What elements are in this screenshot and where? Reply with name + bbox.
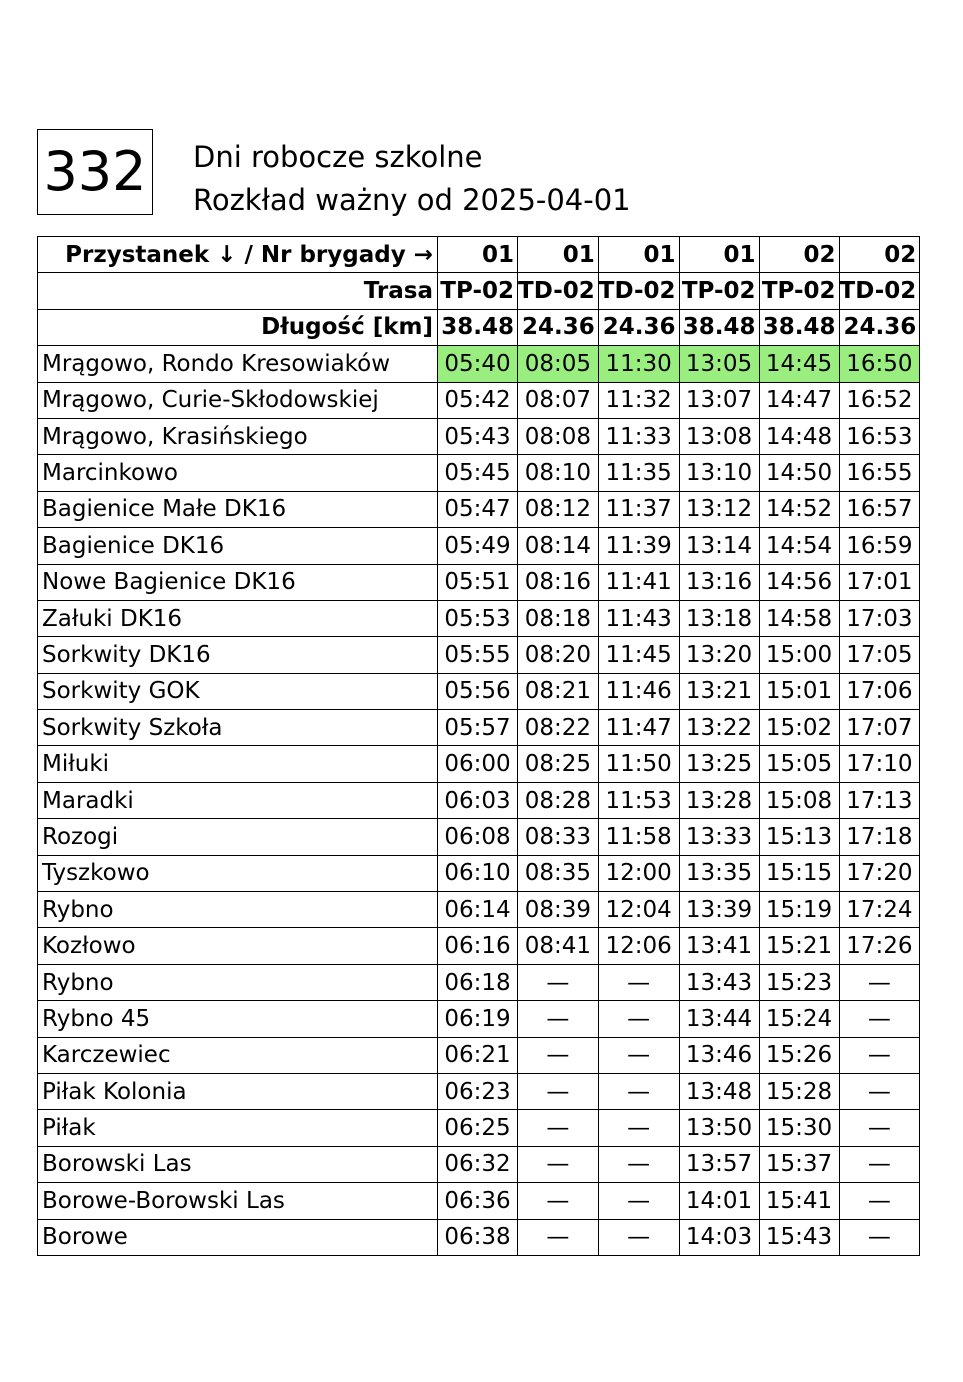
departure-time: 15:19 xyxy=(759,892,839,928)
departure-time: 06:18 xyxy=(438,964,518,1000)
departure-time: — xyxy=(598,1219,679,1255)
departure-time: 08:21 xyxy=(518,673,599,709)
stop-name: Bagienice Małe DK16 xyxy=(38,491,438,527)
departure-time: 11:30 xyxy=(598,346,679,382)
departure-time: 11:35 xyxy=(598,455,679,491)
departure-time: 17:20 xyxy=(839,855,920,891)
departure-time: 14:56 xyxy=(759,564,839,600)
departure-time: 16:57 xyxy=(839,491,920,527)
departure-time: 08:16 xyxy=(518,564,599,600)
departure-time: 13:05 xyxy=(679,346,759,382)
departure-time: 13:33 xyxy=(679,819,759,855)
departure-time: 14:48 xyxy=(759,418,839,454)
departure-time: 05:43 xyxy=(438,418,518,454)
stop-name: Rybno 45 xyxy=(38,1001,438,1037)
departure-time: 11:32 xyxy=(598,382,679,418)
departure-time: 17:06 xyxy=(839,673,920,709)
stop-row xyxy=(38,600,920,636)
departure-time: 05:40 xyxy=(438,346,518,382)
departure-time: 17:10 xyxy=(839,746,920,782)
stop-name: Mrągowo, Rondo Kresowiaków xyxy=(38,346,438,382)
line-number: 332 xyxy=(43,140,147,203)
stop-name: Borowe xyxy=(38,1219,438,1255)
timetable xyxy=(37,236,920,1256)
stop-row xyxy=(38,1001,920,1037)
stop-name: Rozogi xyxy=(38,819,438,855)
departure-time: 06:00 xyxy=(438,746,518,782)
departure-time: 13:28 xyxy=(679,782,759,818)
line-number-box xyxy=(37,129,153,215)
stop-row xyxy=(38,1146,920,1182)
stop-column-header: Przystanek ↓ / Nr brygady → xyxy=(38,237,438,273)
departure-time: 11:47 xyxy=(598,710,679,746)
departure-time: 06:36 xyxy=(438,1183,518,1219)
stop-row xyxy=(38,855,920,891)
departure-time: 13:16 xyxy=(679,564,759,600)
departure-time: 05:45 xyxy=(438,455,518,491)
departure-time: 12:04 xyxy=(598,892,679,928)
departure-time: 17:07 xyxy=(839,710,920,746)
departure-time: — xyxy=(839,1073,920,1109)
stop-name: Miłuki xyxy=(38,746,438,782)
stop-row xyxy=(38,1110,920,1146)
departure-time: 06:16 xyxy=(438,928,518,964)
route-length: 38.48 xyxy=(679,309,759,345)
stop-row xyxy=(38,418,920,454)
departure-time: 13:21 xyxy=(679,673,759,709)
departure-time: 14:47 xyxy=(759,382,839,418)
departure-time: 15:13 xyxy=(759,819,839,855)
departure-time: 17:18 xyxy=(839,819,920,855)
departure-time: 05:57 xyxy=(438,710,518,746)
departure-time: 17:03 xyxy=(839,600,920,636)
departure-time: 06:32 xyxy=(438,1146,518,1182)
departure-time: — xyxy=(839,1037,920,1073)
route-header-row xyxy=(38,273,920,309)
length-header-row xyxy=(38,309,920,345)
departure-time: 17:13 xyxy=(839,782,920,818)
departure-time: 06:23 xyxy=(438,1073,518,1109)
departure-time: 13:43 xyxy=(679,964,759,1000)
timetable-title xyxy=(193,136,631,222)
departure-time: 11:45 xyxy=(598,637,679,673)
departure-time: 08:25 xyxy=(518,746,599,782)
departure-time: 13:25 xyxy=(679,746,759,782)
departure-time: 15:08 xyxy=(759,782,839,818)
departure-time: 17:26 xyxy=(839,928,920,964)
departure-time: 11:33 xyxy=(598,418,679,454)
departure-time: 15:23 xyxy=(759,964,839,1000)
departure-time: 11:53 xyxy=(598,782,679,818)
stop-row xyxy=(38,1037,920,1073)
route-length: 24.36 xyxy=(598,309,679,345)
departure-time: 08:12 xyxy=(518,491,599,527)
stop-name: Marcinkowo xyxy=(38,455,438,491)
departure-time: 13:57 xyxy=(679,1146,759,1182)
departure-time: 15:02 xyxy=(759,710,839,746)
departure-time: 15:26 xyxy=(759,1037,839,1073)
departure-time: 15:05 xyxy=(759,746,839,782)
departure-time: — xyxy=(839,1110,920,1146)
departure-time: 16:50 xyxy=(839,346,920,382)
departure-time: 05:51 xyxy=(438,564,518,600)
route-length: 24.36 xyxy=(518,309,599,345)
departure-time: — xyxy=(598,1183,679,1219)
departure-time: — xyxy=(518,1037,599,1073)
stop-row xyxy=(38,1073,920,1109)
departure-time: 08:18 xyxy=(518,600,599,636)
departure-time: 17:05 xyxy=(839,637,920,673)
departure-time: 11:37 xyxy=(598,491,679,527)
departure-time: 05:55 xyxy=(438,637,518,673)
departure-time: 13:46 xyxy=(679,1037,759,1073)
departure-time: — xyxy=(598,1146,679,1182)
departure-time: — xyxy=(518,1001,599,1037)
validity-label: Rozkład ważny od 2025-04-01 xyxy=(193,183,631,217)
stop-row xyxy=(38,491,920,527)
departure-time: 12:06 xyxy=(598,928,679,964)
departure-time: 06:03 xyxy=(438,782,518,818)
departure-time: 08:22 xyxy=(518,710,599,746)
departure-time: — xyxy=(598,1001,679,1037)
departure-time: 08:10 xyxy=(518,455,599,491)
departure-time: 13:07 xyxy=(679,382,759,418)
departure-time: 15:15 xyxy=(759,855,839,891)
departure-time: 14:52 xyxy=(759,491,839,527)
route-code: TD-02 xyxy=(518,273,599,309)
departure-time: 16:53 xyxy=(839,418,920,454)
brigade-number: 01 xyxy=(518,237,599,273)
brigade-number: 01 xyxy=(438,237,518,273)
stop-row xyxy=(38,564,920,600)
departure-time: 11:43 xyxy=(598,600,679,636)
departure-time: 13:39 xyxy=(679,892,759,928)
stop-row xyxy=(38,528,920,564)
route-length: 38.48 xyxy=(759,309,839,345)
departure-time: 15:24 xyxy=(759,1001,839,1037)
timetable-body xyxy=(38,237,920,1256)
stop-name: Borowe-Borowski Las xyxy=(38,1183,438,1219)
brigade-number: 02 xyxy=(839,237,920,273)
departure-time: — xyxy=(598,964,679,1000)
stop-name: Nowe Bagienice DK16 xyxy=(38,564,438,600)
departure-time: 11:46 xyxy=(598,673,679,709)
departure-time: — xyxy=(598,1073,679,1109)
departure-time: — xyxy=(839,1219,920,1255)
departure-time: 15:28 xyxy=(759,1073,839,1109)
departure-time: — xyxy=(598,1037,679,1073)
departure-time: 06:10 xyxy=(438,855,518,891)
stop-row xyxy=(38,782,920,818)
departure-time: — xyxy=(518,1219,599,1255)
departure-time: 06:19 xyxy=(438,1001,518,1037)
stop-name: Załuki DK16 xyxy=(38,600,438,636)
departure-time: — xyxy=(518,1110,599,1146)
stop-name: Sorkwity GOK xyxy=(38,673,438,709)
departure-time: 05:47 xyxy=(438,491,518,527)
departure-time: 13:48 xyxy=(679,1073,759,1109)
departure-time: 16:59 xyxy=(839,528,920,564)
departure-time: 15:41 xyxy=(759,1183,839,1219)
departure-time: 08:20 xyxy=(518,637,599,673)
departure-time: 13:22 xyxy=(679,710,759,746)
departure-time: 08:08 xyxy=(518,418,599,454)
departure-time: 08:39 xyxy=(518,892,599,928)
departure-time: 13:14 xyxy=(679,528,759,564)
departure-time: 08:33 xyxy=(518,819,599,855)
departure-time: 05:56 xyxy=(438,673,518,709)
stop-name: Rybno xyxy=(38,892,438,928)
stop-row xyxy=(38,819,920,855)
stop-row xyxy=(38,346,920,382)
departure-time: 06:08 xyxy=(438,819,518,855)
departure-time: 12:00 xyxy=(598,855,679,891)
departure-time: 15:37 xyxy=(759,1146,839,1182)
departure-time: 13:10 xyxy=(679,455,759,491)
departure-time: 16:52 xyxy=(839,382,920,418)
departure-time: 14:03 xyxy=(679,1219,759,1255)
departure-time: 11:41 xyxy=(598,564,679,600)
departure-time: 15:30 xyxy=(759,1110,839,1146)
departure-time: — xyxy=(518,1146,599,1182)
length-label: Długość [km] xyxy=(38,309,438,345)
departure-time: 06:25 xyxy=(438,1110,518,1146)
departure-time: 13:50 xyxy=(679,1110,759,1146)
brigade-header-row xyxy=(38,237,920,273)
departure-time: — xyxy=(598,1110,679,1146)
stop-name: Tyszkowo xyxy=(38,855,438,891)
brigade-number: 01 xyxy=(679,237,759,273)
stop-name: Sorkwity DK16 xyxy=(38,637,438,673)
stop-name: Mrągowo, Curie-Skłodowskiej xyxy=(38,382,438,418)
stop-row xyxy=(38,746,920,782)
departure-time: 15:01 xyxy=(759,673,839,709)
stop-row xyxy=(38,637,920,673)
departure-time: 11:58 xyxy=(598,819,679,855)
route-length: 38.48 xyxy=(438,309,518,345)
departure-time: — xyxy=(518,1183,599,1219)
stop-name: Piłak Kolonia xyxy=(38,1073,438,1109)
departure-time: 05:42 xyxy=(438,382,518,418)
route-code: TD-02 xyxy=(839,273,920,309)
departure-time: 08:14 xyxy=(518,528,599,564)
departure-time: 14:54 xyxy=(759,528,839,564)
departure-time: 13:08 xyxy=(679,418,759,454)
departure-time: 14:45 xyxy=(759,346,839,382)
stop-row xyxy=(38,928,920,964)
stop-name: Mrągowo, Krasińskiego xyxy=(38,418,438,454)
stop-name: Karczewiec xyxy=(38,1037,438,1073)
stop-name: Bagienice DK16 xyxy=(38,528,438,564)
stop-name: Piłak xyxy=(38,1110,438,1146)
stop-row xyxy=(38,382,920,418)
stop-row xyxy=(38,673,920,709)
departure-time: 05:49 xyxy=(438,528,518,564)
departure-time: — xyxy=(839,1183,920,1219)
departure-time: 15:00 xyxy=(759,637,839,673)
departure-time: 08:35 xyxy=(518,855,599,891)
departure-time: — xyxy=(839,1146,920,1182)
departure-time: 15:43 xyxy=(759,1219,839,1255)
departure-time: 14:58 xyxy=(759,600,839,636)
departure-time: — xyxy=(839,1001,920,1037)
departure-time: 05:53 xyxy=(438,600,518,636)
departure-time: 13:18 xyxy=(679,600,759,636)
departure-time: 15:21 xyxy=(759,928,839,964)
departure-time: 08:07 xyxy=(518,382,599,418)
stop-row xyxy=(38,455,920,491)
departure-time: 13:44 xyxy=(679,1001,759,1037)
stop-name: Maradki xyxy=(38,782,438,818)
departure-time: — xyxy=(518,964,599,1000)
departure-time: 11:50 xyxy=(598,746,679,782)
departure-time: 13:12 xyxy=(679,491,759,527)
departure-time: 17:24 xyxy=(839,892,920,928)
departure-time: 14:01 xyxy=(679,1183,759,1219)
stop-row xyxy=(38,1183,920,1219)
departure-time: 16:55 xyxy=(839,455,920,491)
route-label: Trasa xyxy=(38,273,438,309)
brigade-number: 02 xyxy=(759,237,839,273)
departure-time: 06:14 xyxy=(438,892,518,928)
departure-time: 11:39 xyxy=(598,528,679,564)
departure-time: 13:41 xyxy=(679,928,759,964)
departure-time: — xyxy=(839,964,920,1000)
stop-name: Rybno xyxy=(38,964,438,1000)
stop-row xyxy=(38,964,920,1000)
stop-row xyxy=(38,710,920,746)
brigade-number: 01 xyxy=(598,237,679,273)
departure-time: 06:21 xyxy=(438,1037,518,1073)
departure-time: 08:41 xyxy=(518,928,599,964)
departure-time: 08:28 xyxy=(518,782,599,818)
route-length: 24.36 xyxy=(839,309,920,345)
route-code: TP-02 xyxy=(759,273,839,309)
departure-time: — xyxy=(518,1073,599,1109)
route-code: TD-02 xyxy=(598,273,679,309)
route-code: TP-02 xyxy=(679,273,759,309)
departure-time: 13:20 xyxy=(679,637,759,673)
departure-time: 06:38 xyxy=(438,1219,518,1255)
departure-time: 17:01 xyxy=(839,564,920,600)
departure-time: 14:50 xyxy=(759,455,839,491)
route-code: TP-02 xyxy=(438,273,518,309)
stop-name: Sorkwity Szkoła xyxy=(38,710,438,746)
stop-name: Borowski Las xyxy=(38,1146,438,1182)
day-type-label: Dni robocze szkolne xyxy=(193,140,483,174)
departure-time: 08:05 xyxy=(518,346,599,382)
stop-row xyxy=(38,1219,920,1255)
departure-time: 13:35 xyxy=(679,855,759,891)
stop-name: Kozłowo xyxy=(38,928,438,964)
stop-row xyxy=(38,892,920,928)
